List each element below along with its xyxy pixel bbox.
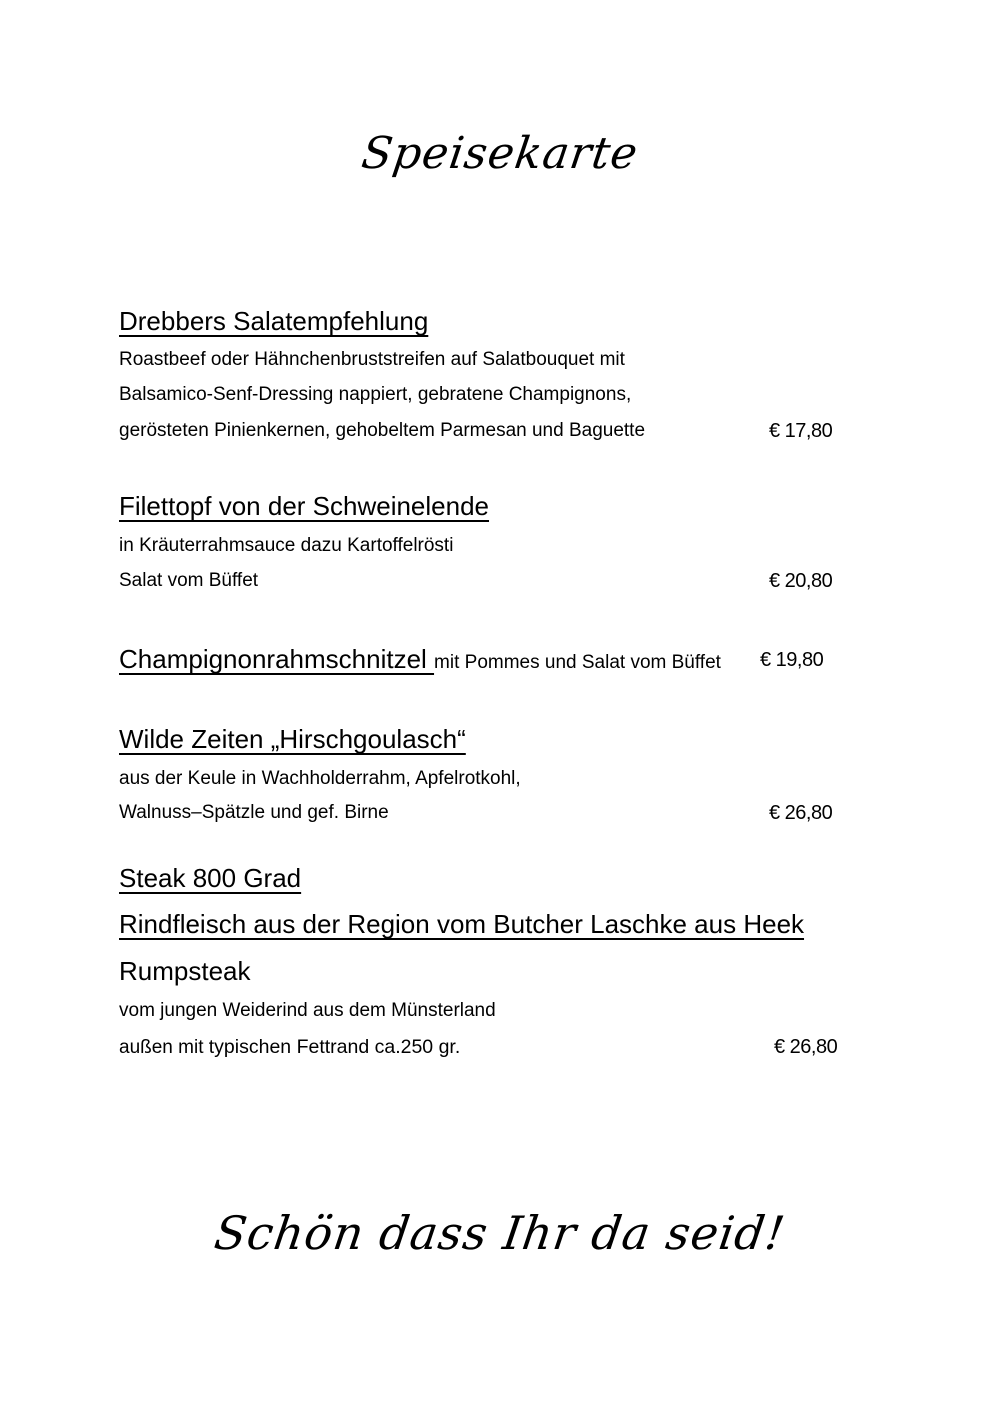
dish-inline-description: mit Pommes und Salat vom Büffet (434, 652, 721, 673)
dish-price: € 20,80 (769, 570, 833, 592)
dish-description-line: aus der Keule in Wachholderrahm, Apfelrotkohl, (119, 768, 521, 789)
dish-price: € 19,80 (760, 649, 824, 671)
dish-description-line (119, 1035, 460, 1060)
dish-price: € 26,80 (769, 802, 833, 824)
dish-price: € 17,80 (769, 420, 833, 442)
dish-description-line: vom jungen Weiderind aus dem Münsterland (119, 1000, 496, 1021)
dish-title-filettopf: Filettopf von der Schweinelende (119, 491, 490, 521)
dish-subheading-origin: Rindfleisch aus der Region vom Butcher Laschke aus Heek (119, 909, 805, 939)
dish-title-steak: Steak 800 Grad (119, 863, 302, 893)
dish-description-line: in Kräuterrahmsauce dazu Kartoffelrösti (119, 535, 454, 556)
dish-description-line: Salat vom Büffet (119, 570, 259, 591)
dish-title-salad: Drebbers Salatempfehlung (119, 306, 429, 336)
closing-message: Schön dass Ihr da seid! (211, 1206, 789, 1260)
dish-description-line: Balsamico-Senf-Dressing nappiert, gebratene Champignons, (119, 384, 632, 405)
dish-emphasis: typischen Fettrand ca.250 gr. (208, 1036, 461, 1058)
dish-title-schnitzel (119, 643, 721, 679)
dish-description-line: Walnuss–Spätzle und gef. Birne (119, 802, 389, 823)
dish-description-line: Roastbeef oder Hähnchenbruststreifen auf Salatbouquet mit (119, 349, 625, 370)
dish-description-text: außen mit (119, 1037, 209, 1058)
page-title: Speisekarte (358, 128, 642, 179)
dish-title-hirschgoulasch: Wilde Zeiten „Hirschgoulasch“ (119, 724, 466, 754)
dish-description-line: gerösteten Pinienkernen, gehobeltem Parmesan und Baguette (119, 420, 646, 441)
dish-price: € 26,80 (774, 1036, 838, 1058)
dish-name: Champignonrahmschnitzel (119, 644, 435, 674)
dish-cut-name: Rumpsteak (119, 956, 251, 986)
